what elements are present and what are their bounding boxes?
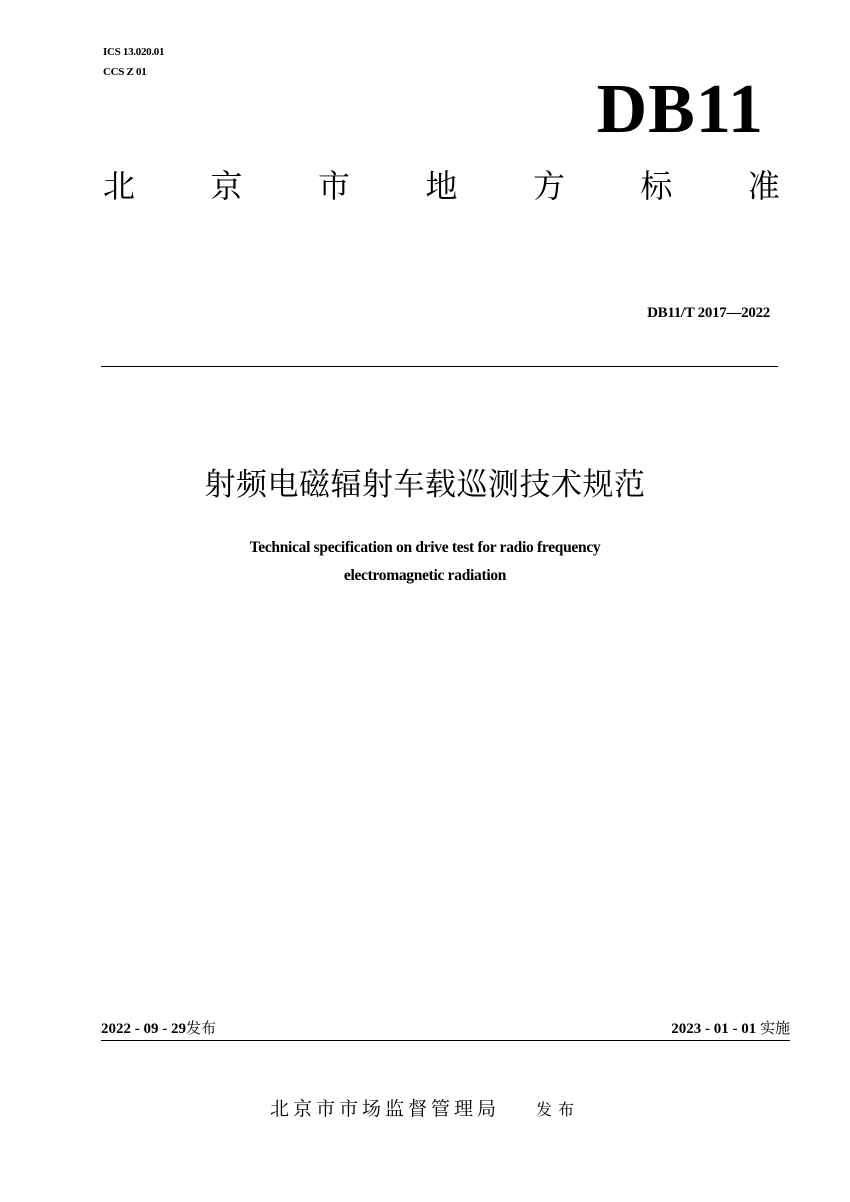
implement-date-block (671, 1017, 790, 1040)
standard-type-char: 市 (317, 167, 350, 205)
dates-row (101, 1017, 790, 1039)
title-english-line: Technical specification on drive test for radio frequency (249, 539, 601, 556)
top-divider (101, 366, 778, 367)
title-chinese: 射频电磁辐射车载巡测技术规范 (204, 467, 646, 503)
standard-number: DB11/T 2017—2022 (647, 305, 770, 321)
standard-type-char: 地 (425, 167, 458, 205)
title-english-line: electromagnetic radiation (343, 567, 507, 584)
implement-label: 实施 (759, 1019, 790, 1037)
standard-type-char: 北 (103, 167, 136, 205)
publisher-row (0, 1095, 850, 1124)
issue-date-block (101, 1017, 216, 1040)
standard-type-char: 标 (640, 167, 673, 205)
bottom-divider (101, 1040, 790, 1041)
issue-label: 发布 (186, 1019, 217, 1037)
implement-date: 2023 - 01 - 01 (671, 1021, 757, 1037)
publisher-action: 发布 (536, 1100, 581, 1119)
standard-type-char: 准 (747, 167, 780, 205)
publisher-name: 北京市市场监督管理局 (269, 1098, 500, 1120)
standard-type-char: 方 (532, 167, 565, 205)
ccs-code: CCS Z 01 (103, 66, 147, 78)
ics-code: ICS 13.020.01 (103, 46, 165, 58)
standard-type-heading (103, 164, 780, 208)
classification-codes (103, 42, 164, 82)
title-english (0, 534, 850, 590)
standard-brand: DB11 (596, 71, 764, 148)
issue-date: 2022 - 09 - 29 (101, 1021, 186, 1037)
standard-type-char: 京 (210, 167, 243, 205)
